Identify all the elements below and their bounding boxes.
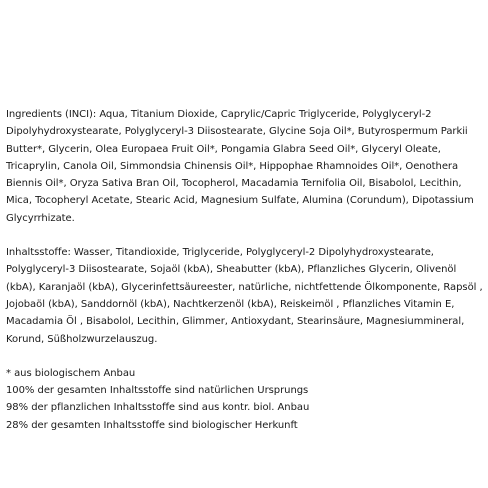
- inci-ingredients-paragraph: Ingredients (INCI): Aqua, Titanium Dioxide, Caprylic/Capric Triglyceride, Polyglyceryl-2 Dipolyhydroxystearate, Polyglyceryl-3 Diisostearate, Glycine Soja Oil*, Butyrospermum Parkii Butter*, Glycerin, Olea Europaea Fruit Oil*, Pongamia Glabra Seed Oil*, Glyceryl Oleate, Tricaprylin, Canola Oil, Simmondsia Chinensis Oil*, Hippophae Rhamnoides Oil*, Oenothera Biennis Oil*, Oryza Sativa Bran Oil, Tocopherol, Macadamia Ternifolia Oil, Bisabolol, Lecithin, Mica, Tocopheryl Acetate, Stearic Acid, Magnesium Sulfate, Alumina (Corundum), Dipotassium Glycyrrhizate.: [6, 109, 474, 224]
- ingredients-document: [6, 106, 484, 434]
- notes-list: [6, 365, 484, 434]
- german-ingredients-paragraph: Inhaltsstoffe: Wasser, Titandioxide, Triglyceride, Polyglyceryl-2 Dipolyhydroxystearate, Polyglyceryl-3 Diisostearate, Sojaöl (kbA), Sheabutter (kbA), Pflanzliches Glycerin, Olivenöl (kbA), Karanjaöl (kbA), Glycerinfettsäureester, natürliche, nichtfettende Ölkomponente, Rapsöl , Jojobaöl (kbA), Sanddornöl (kbA), Nachtkerzenöl (kbA), Reiskeimöl , Pflanzliches Vitamin E, Macadamia Öl , Bisabolol, Lecithin, Glimmer, Antioxydant, Stearinsäure, Magnesiummineral, Korund, Süßholzwurzelauszug.: [6, 247, 483, 345]
- note-organic-total-share: 28% der gesamten Inhaltsstoffe sind biologischer Herkunft: [6, 419, 298, 431]
- note-organic-footnote: * aus biologischem Anbau: [6, 367, 136, 379]
- note-natural-origin: 100% der gesamten Inhaltsstoffe sind natürlichen Ursprungs: [6, 385, 309, 397]
- paragraph-spacer: [6, 227, 484, 244]
- paragraph-spacer: [6, 348, 484, 365]
- note-organic-plant-share: 98% der pflanzlichen Inhaltsstoffe sind aus kontr. biol. Anbau: [6, 402, 310, 414]
